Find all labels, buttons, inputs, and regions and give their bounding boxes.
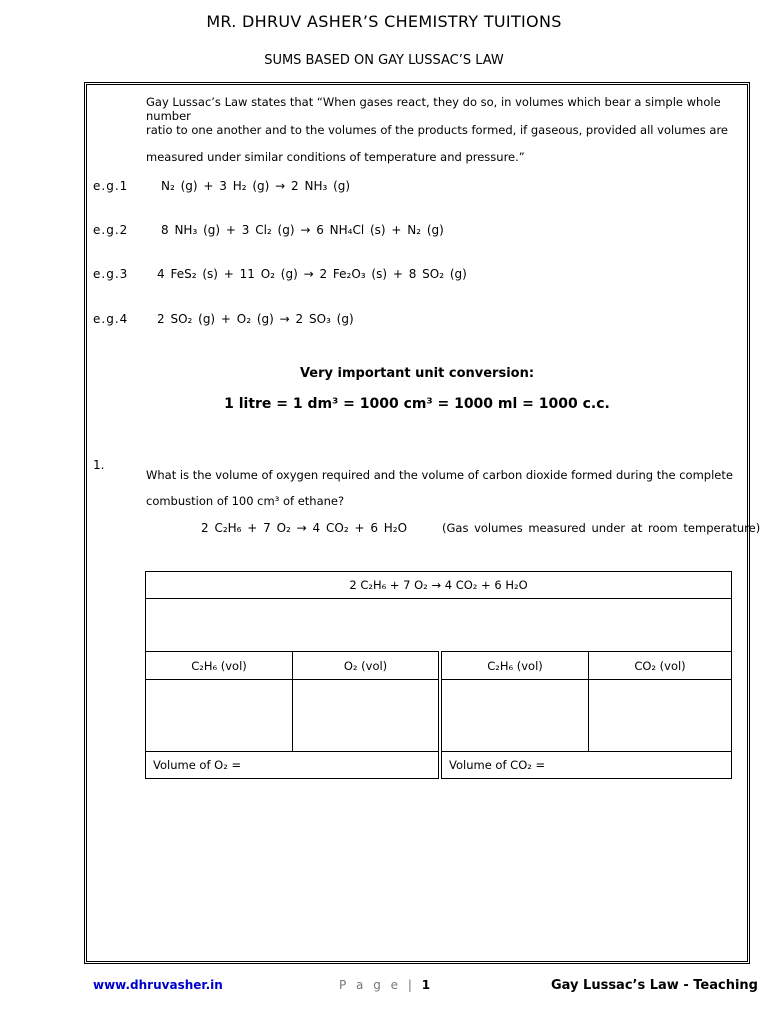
question-note: (Gas volumes measured under at room temperature) xyxy=(442,521,761,535)
page-number: 1 xyxy=(421,978,431,992)
intro-line-2: ratio to one another and to the volumes of the products formed, if gaseous, provided all volumes are xyxy=(146,123,728,137)
question-equation: 2 C₂H₆ + 7 O₂ → 4 CO₂ + 6 H₂O xyxy=(201,521,408,535)
footer-doc-title: Gay Lussac’s Law - Teaching xyxy=(551,978,758,993)
example-label-1: e.g.1 xyxy=(93,179,129,193)
example-label-2: e.g.2 xyxy=(93,223,129,237)
table-work-area xyxy=(146,599,732,652)
example-label-3: e.g.3 xyxy=(93,267,129,281)
answer-table xyxy=(145,571,732,779)
question-line-2: combustion of 100 cm³ of ethane? xyxy=(146,494,345,508)
cell-co2 xyxy=(589,680,732,752)
cell-c2h6-right xyxy=(440,680,589,752)
volume-co2-label: Volume of CO₂ = xyxy=(440,752,732,779)
question-number: 1. xyxy=(93,458,105,472)
col-header-c2h6-left: C₂H₆ (vol) xyxy=(146,652,293,680)
website-link[interactable]: www.dhruvasher.in xyxy=(93,978,223,992)
example-equation-1: N₂ (g) + 3 H₂ (g) → 2 NH₃ (g) xyxy=(161,179,351,193)
cell-c2h6-left xyxy=(146,680,293,752)
col-header-co2: CO₂ (vol) xyxy=(589,652,732,680)
col-header-o2: O₂ (vol) xyxy=(293,652,441,680)
table-equation: 2 C₂H₆ + 7 O₂ → 4 CO₂ + 6 H₂O xyxy=(146,572,732,599)
cell-o2 xyxy=(293,680,441,752)
intro-line-3: measured under similar conditions of temperature and pressure.” xyxy=(146,150,525,164)
example-equation-3: 4 FeS₂ (s) + 11 O₂ (g) → 2 Fe₂O₃ (s) + 8 SO₂ (g) xyxy=(157,267,467,281)
page-label: P a g e | xyxy=(339,978,415,992)
conversion-title: Very important unit conversion: xyxy=(299,366,535,381)
example-equation-4: 2 SO₂ (g) + O₂ (g) → 2 SO₃ (g) xyxy=(157,312,354,326)
volume-o2-label: Volume of O₂ = xyxy=(146,752,441,779)
page-indicator xyxy=(339,978,430,992)
intro-line-1: Gay Lussac’s Law states that “When gases react, they do so, in volumes which bear a simple whole number xyxy=(146,95,721,123)
page-title: MR. DHRUV ASHER’S CHEMISTRY TUITIONS xyxy=(206,12,562,31)
col-header-c2h6-right: C₂H₆ (vol) xyxy=(440,652,589,680)
question-line-1: What is the volume of oxygen required and the volume of carbon dioxide formed during the complete xyxy=(146,468,733,482)
page-subtitle: SUMS BASED ON GAY LUSSAC’S LAW xyxy=(264,53,504,68)
example-label-4: e.g.4 xyxy=(93,312,129,326)
conversion-line: 1 litre = 1 dm³ = 1000 cm³ = 1000 ml = 1000 c.c. xyxy=(224,396,610,412)
page-footer xyxy=(0,978,768,998)
example-equation-2: 8 NH₃ (g) + 3 Cl₂ (g) → 6 NH₄Cl (s) + N₂ (g) xyxy=(161,223,444,237)
